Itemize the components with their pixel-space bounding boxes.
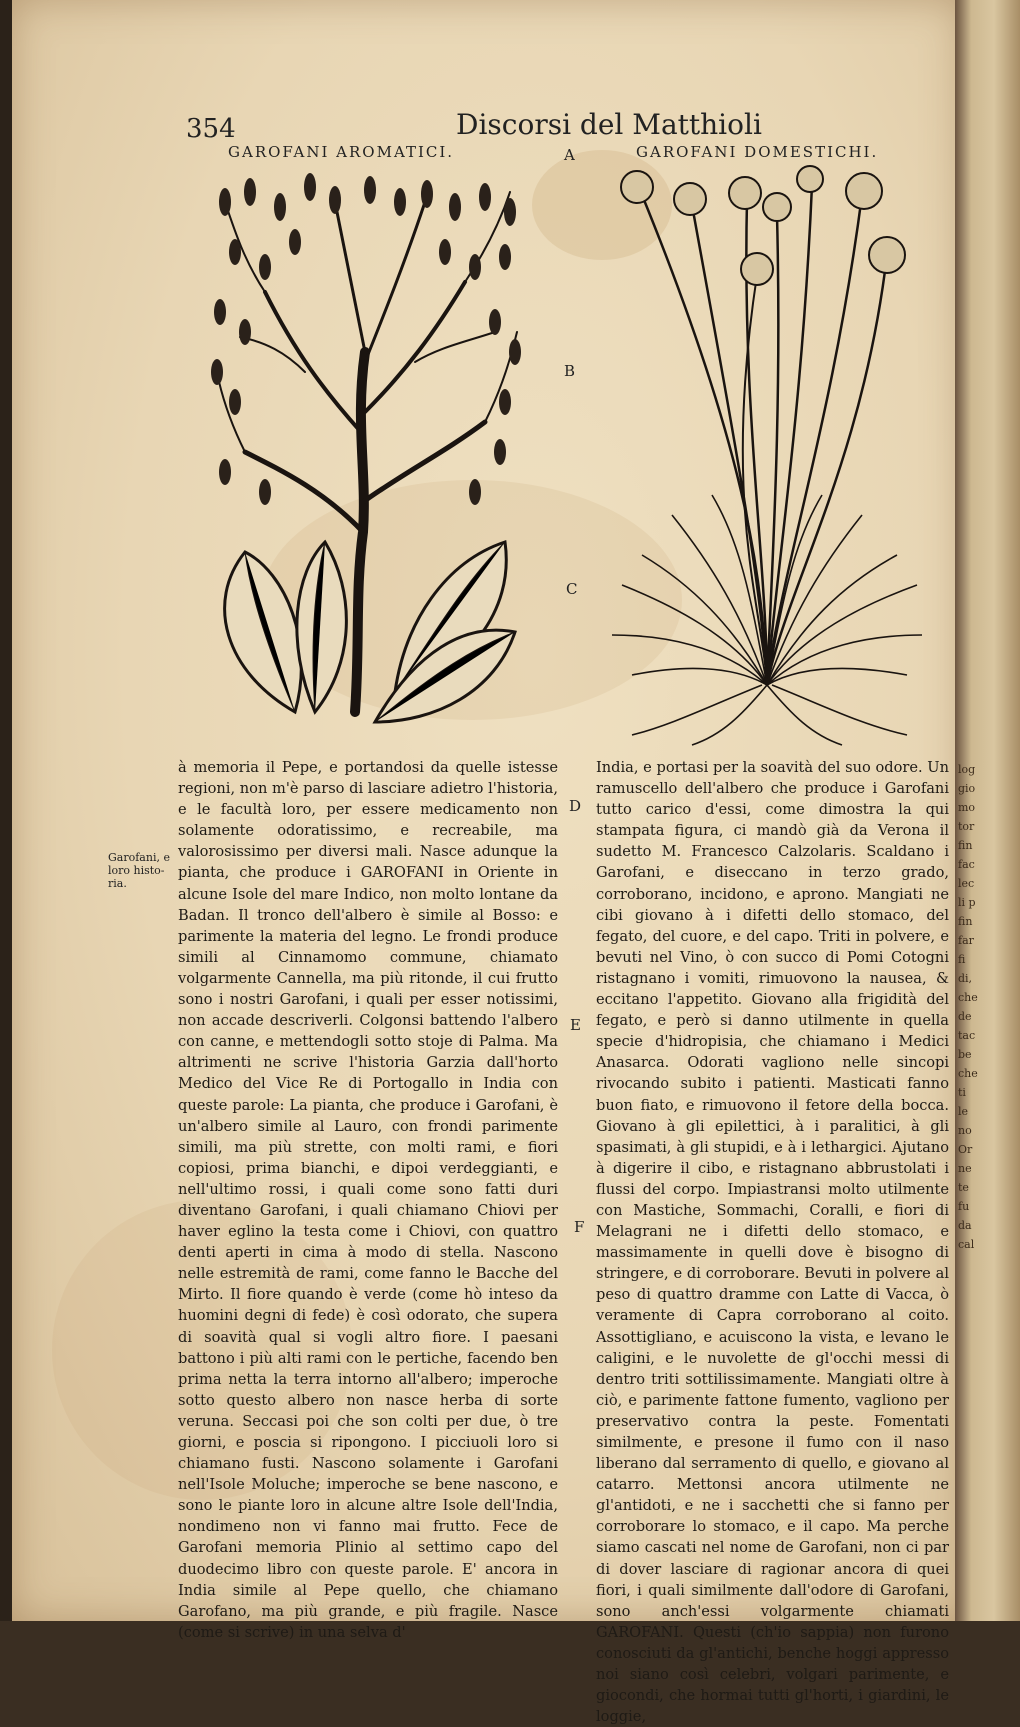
margin-marker-d: D	[569, 797, 582, 815]
margin-marker-e: E	[570, 1016, 581, 1034]
caption-right: GAROFANI DOMESTICHI.	[636, 143, 879, 161]
margin-marker-a: A	[564, 146, 575, 164]
carnation-plant-woodcut-illustration	[612, 165, 922, 745]
clove-tree-woodcut-illustration	[205, 172, 525, 732]
margin-marker-b: B	[564, 362, 576, 380]
margin-note: Garofani, e loro histo-ria.	[108, 851, 170, 890]
margin-marker-c: C	[566, 580, 578, 598]
adjacent-page-text: log gio mo tor fin fac lec li p fin far fi di, che de tac be che ti le no Or ne te fu da cal	[958, 763, 978, 1251]
page-number: 354	[186, 114, 236, 144]
paragraph-right: India, e portasi per la soavità del suo odore. Un ramuscello dell'albero che produce i Garofani tutto carico d'essi, come dimostra la qui stampata figura, ci mandò già da Verona il sudetto M. Francesco Calzolaris. Scaldano i Garofani, e diseccano in terzo grado, corroborano, incidono, e aprono. Mangiati ne cibi giovano à i difetti dello stomaco, del fegato, del cuore, e del capo. Triti in polvere, e bevuti nel Vino, ò con succo di Pomi Cotogni ristagnano i vomiti, rimuovono la nausea, & eccitano l'appetito. Giovano alla frigidità del fegato, e però si danno utilmente in quella specie d'hidropisia, che chiamano i Medici Anasarca. Odorati vagliono nelle sincopi rivocando subito i patienti. Masticati fanno buon fiato, e rimuovono il fetore della bocca. Giovano à gli epilettici, à i paralitici, à gli spasimati, à gli stupidi, e à i lethargici. Ajutano à digerire il cibo, e ristagnano abbrustolati i flussi del corpo. Impiastransi molto utilmente con Mastiche, Sommachi, Coralli, e fiori di Melagrani ne i difetti dello stomaco, e massimamente in quelli dove è bisogno di stringere, e di corroborare. Bevuti in polvere al peso di quattro dramme con Latte di Vacca, ò veramente di Capra corroborano al coito. Assottigliano, e acuiscono la vista, e levano le caligini, e le nuvolette de gl'occhi messi di dentro triti sottilissimamente. Mangiati oltre à ciò, e parimente fattone fumento, vagliono per preservativo contra la peste. Fomentati similmente, e presone il fumo con il naso liberano dal serramento di quello, e giovano al catarro. Mettonsi ancora utilmente ne gl'antidoti, e ne i sacchetti che si fanno per corroborare lo stomaco, e il capo. Ma perche siamo cascati nel nome de Garofani, non ci par di dover lasciare di ragionar ancora di quei fiori, i quali similmente dall'odore di Garofani, sono anch'essi volgarmente chiamati GAROFANI. Questi (ch'io sappia) non furono conosciuti da gl'antichi, benche hoggi appresso noi siano così celebri, volgari parimente, e giocondi, che hormai tutti gl'horti, i giardini, le loggie,	[596, 759, 949, 1726]
text-column-left	[178, 757, 558, 1641]
paragraph-left: à memoria il Pepe, e portandosi da quelle istesse regioni, non m'è parso di lasciare adietro l'historia, e le facultà loro, per essere medicamento non solamente odoratissimo, e recreabile, ma valorosissimo per diversi mali. Nasce adunque la pianta, che produce i GAROFANI in Oriente in alcune Isole del mare Indico, non molto lontane da Badan. Il tronco dell'albero è simile al Bosso: e parimente la materia del legno. Le frondi produce simili al Cinnamomo commune, chiamato volgarmente Cannella, ma più ritonde, il cui frutto sono i nostri Garofani, i quali per esser notissimi, non accade descriverli. Colgonsi battendo l'albero con canne, e mettendogli sotto stoje di Palma. Ma altrimenti ne scrive l'historia Garzia dall'horto Medico del Vice Re di Portogallo in India con queste parole: La pianta, che produce i Garofani, è un'albero simile al Lauro, con frondi parimente simili, ma più strette, con molti rami, e fiori copiosi, prima bianchi, e dipoi verdeggianti, e nell'ultimo rossi, i quali come sono fatti duri diventano Garofani, i quali chiamano Chiovi per haver eglino la testa come i Chiovi, con quattro denti aperti in cima à modo di stella. Nascono nelle estremità de rami, come fanno le Bacche del Mirto. Il fiore quando è verde (come hò inteso da huomini degni di fede) è così odorato, che supera di soavità qual si vogli altro fiore. I paesani battono i più alti rami con le pertiche, facendo ben prima netta la terra intorno all'albero; imperoche sotto questo albero non nasce herba di sorte veruna. Seccasi poi che son colti per due, ò tre giorni, e poscia si ripongono. I picciuoli loro si chiamano fusti. Nascono solamente i Garofani nell'Isole Moluche; imperoche se bene nascono, e sono le piante loro in alcune altre Isole dell'India, nondimeno non vi fanno mai frutto. Fece de Garofani memoria Plinio al settimo capo del duodecimo libro con queste parole. E' ancora in India simile al Pepe quello, che chiamano Garofano, ma più grande, e più fragile. Nasce (come si scrive) in una selva d'	[178, 759, 558, 1641]
margin-marker-f: F	[574, 1218, 585, 1236]
caption-left: GAROFANI AROMATICI.	[228, 143, 455, 161]
text-column-right	[596, 757, 949, 1726]
adjacent-page-edge	[955, 0, 1020, 1621]
running-title: Discorsi del Matthioli	[456, 108, 762, 141]
